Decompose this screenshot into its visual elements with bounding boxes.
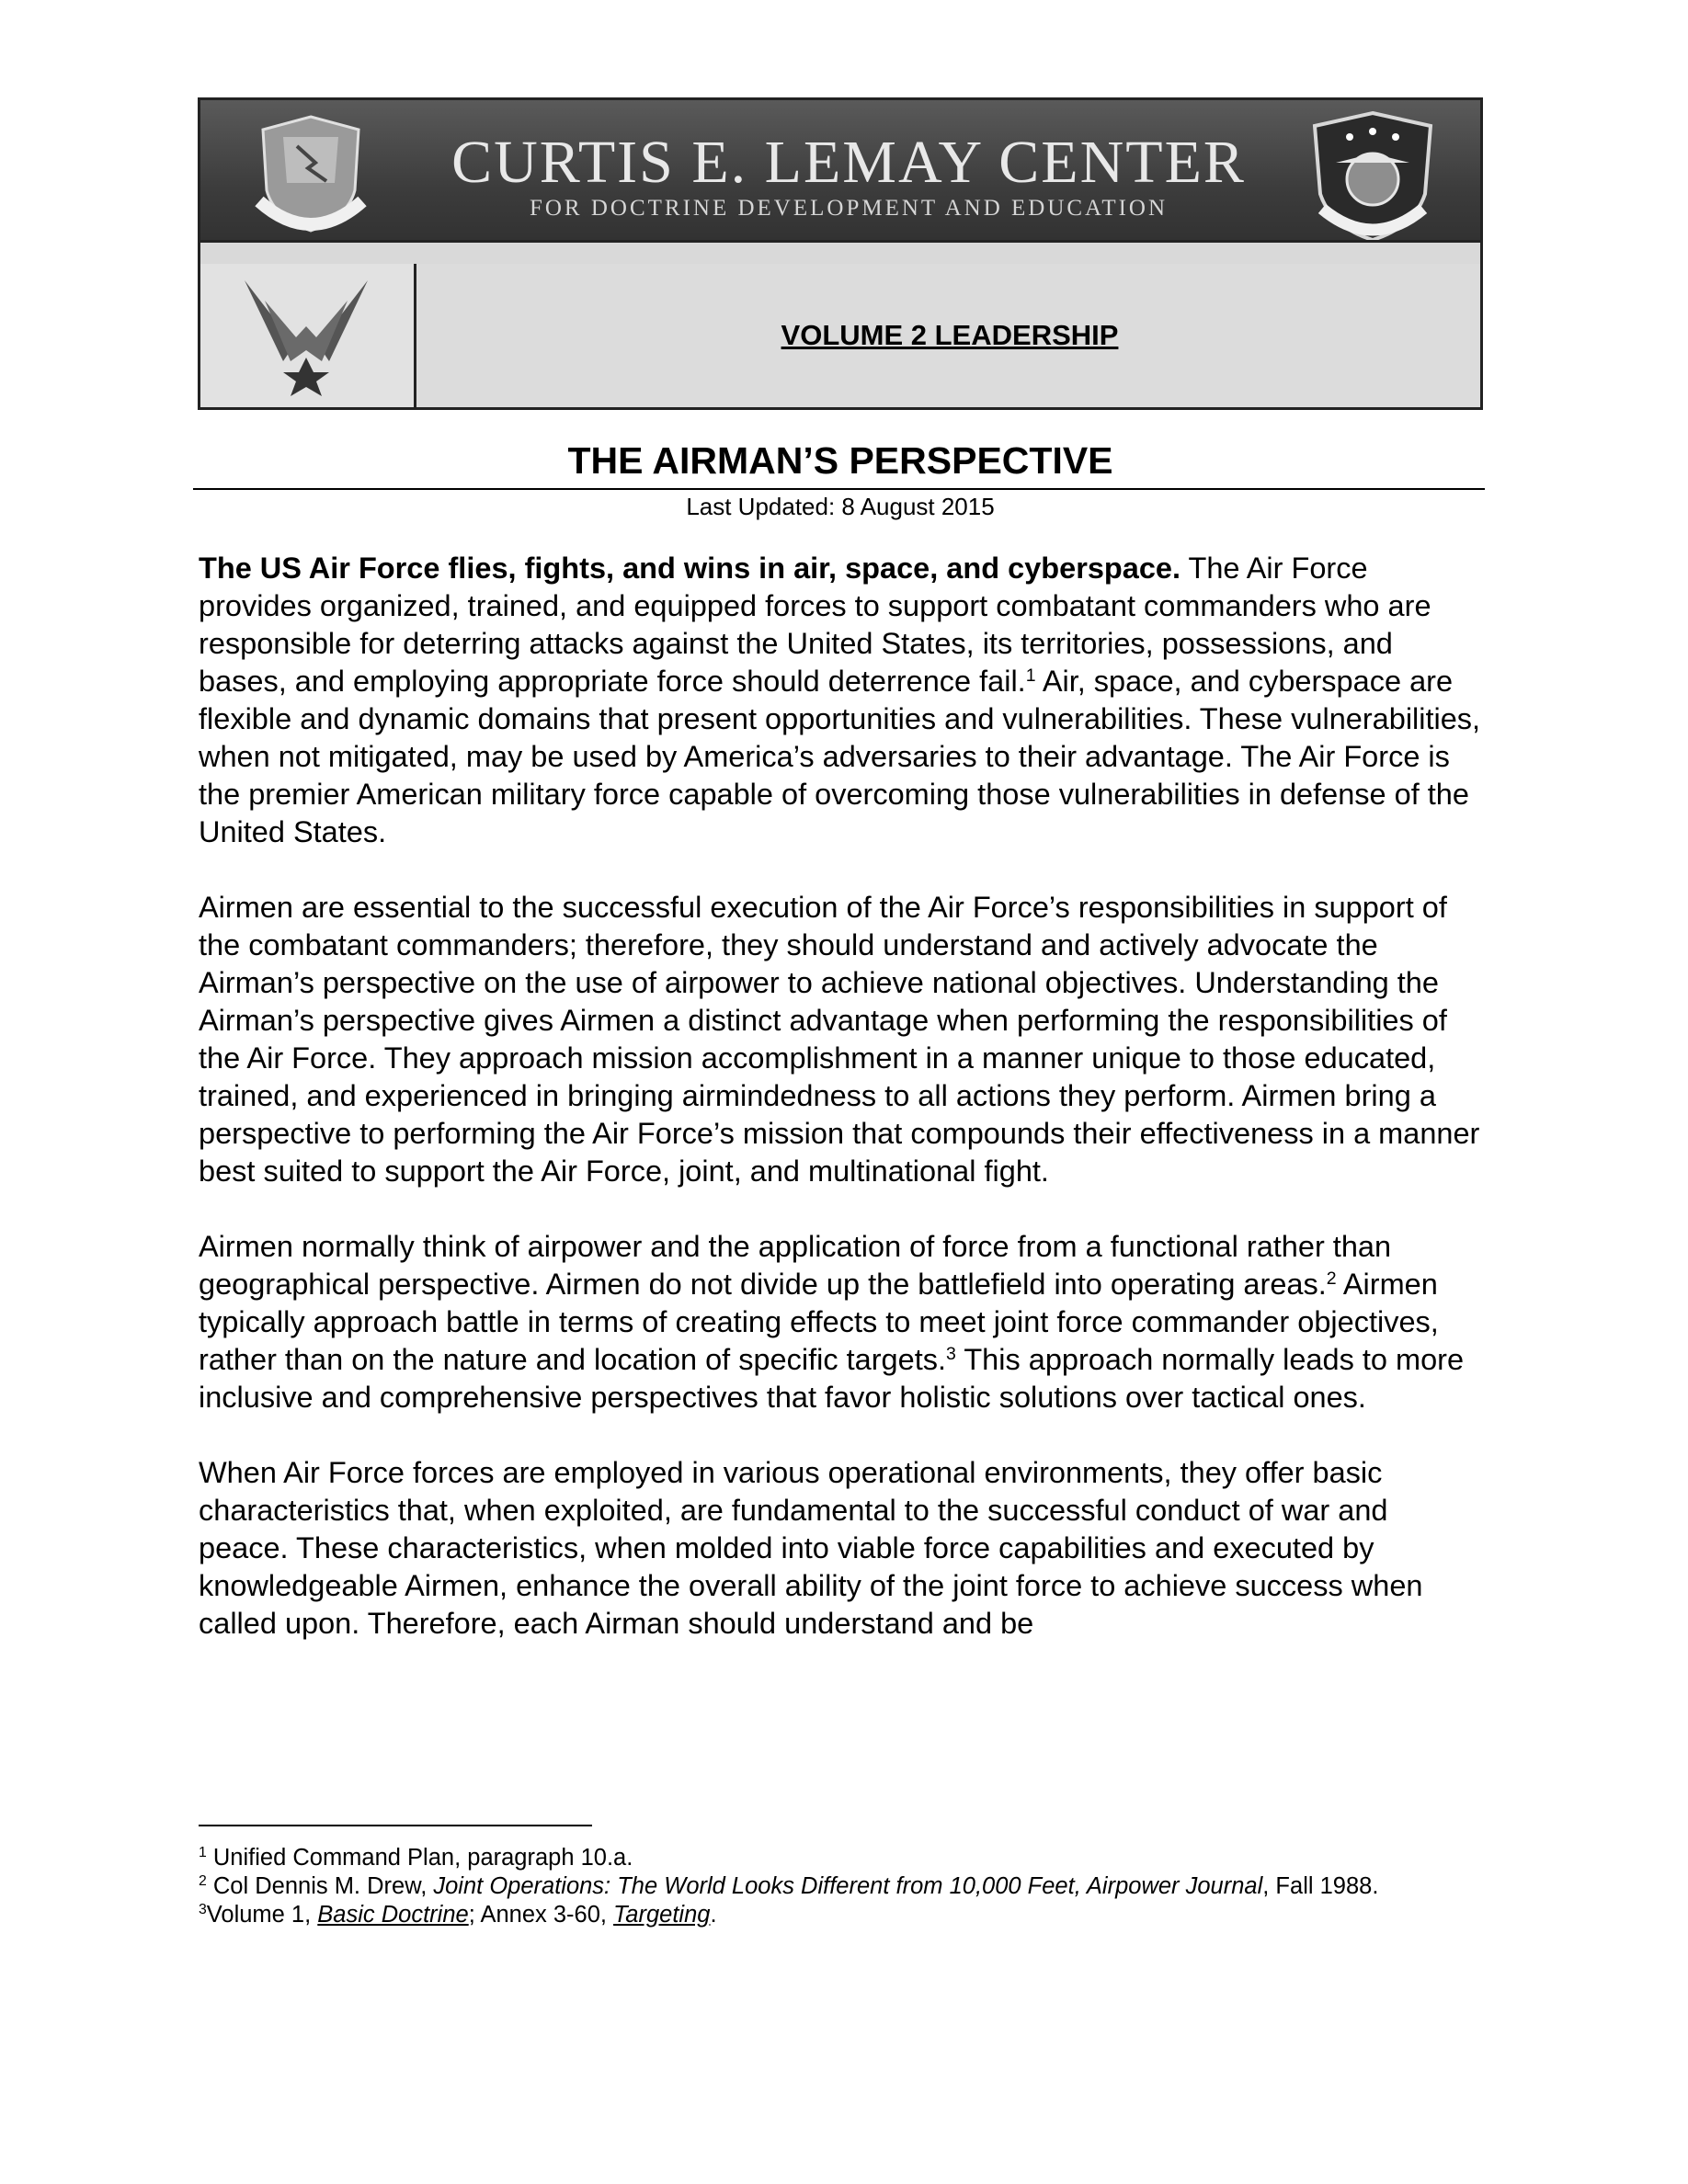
volume-title-cell bbox=[416, 264, 1483, 407]
footnote-3-text-c: . bbox=[710, 1902, 717, 1928]
footnote-2 bbox=[199, 1872, 1486, 1901]
footnote-1-text: Unified Command Plan, paragraph 10.a. bbox=[206, 1845, 633, 1871]
basic-doctrine-link[interactable]: Basic Doctrine bbox=[317, 1902, 469, 1928]
footnote-ref-3[interactable]: 3 bbox=[946, 1344, 956, 1365]
footnote-3-number: 3 bbox=[199, 1902, 207, 1918]
footnote-2-text-b: , Fall 1988. bbox=[1262, 1873, 1379, 1899]
doctrine-header bbox=[198, 97, 1483, 410]
footnote-1-number: 1 bbox=[199, 1845, 207, 1861]
document-body bbox=[199, 550, 1486, 1680]
footnote-3-text-b: ; Annex 3-60, bbox=[468, 1902, 614, 1928]
paragraph-1-text-b: Air, space, and cyberspace are flexible and dynamic domains that present opportunities and vulnerabilities. These vulnerabilities, when not mitigated, may be used by America’s adversaries to their advantage. The Air Force is the premier American military force capable of overcoming those vulnerabilities in defense of the United States. bbox=[199, 665, 1481, 848]
paragraph-3-text-a: Airmen normally think of airpower and the application of force from a functional rather than geographical perspective. Airmen do not divide up the battlefield into operating areas. bbox=[199, 1230, 1392, 1301]
volume-title: VOLUME 2 LEADERSHIP bbox=[781, 319, 1119, 351]
paragraph-4: When Air Force forces are employed in various operational environments, they offer basic characteristics that, when exploited, are fundamental to the successful conduct of war and peace. These characteristics, when molded into viable force capabilities and executed by knowledgeable Airmen, enhance the overall ability of the joint force to achieve success when called upon. Therefore, each Airman should understand and be bbox=[199, 1456, 1423, 1640]
paragraph-1 bbox=[199, 550, 1486, 851]
footnote-ref-1[interactable]: 1 bbox=[1025, 665, 1036, 687]
footnote-3-text-a: Volume 1, bbox=[206, 1902, 318, 1928]
lemay-center-banner bbox=[200, 100, 1480, 264]
volume-row bbox=[200, 264, 1480, 407]
air-force-symbol-icon bbox=[237, 273, 375, 398]
banner-divider bbox=[200, 240, 1480, 264]
targeting-link[interactable]: Targeting bbox=[613, 1902, 711, 1928]
footnote-ref-2[interactable]: 2 bbox=[1326, 1268, 1337, 1290]
footnote-2-text-a: Col Dennis M. Drew, bbox=[206, 1873, 434, 1899]
paragraph-3-text-c: This approach normally leads to more inclusive and comprehensive perspectives that favor holistic solutions over tactical ones. bbox=[199, 1343, 1465, 1414]
paragraph-1-lead: The US Air Force flies, fights, and wins in air, space, and cyberspace. bbox=[199, 552, 1181, 585]
footnote-divider bbox=[199, 1825, 592, 1826]
footnote-1 bbox=[199, 1844, 1486, 1872]
paragraph-3-text-b: Airmen typically approach battle in terms of creating effects to meet joint force commander objectives, rather than on the nature and location of specific targets. bbox=[199, 1268, 1439, 1376]
paragraph-1-text-a: The Air Force provides organized, trained, and equipped forces to support combatant commanders who are responsible for deterring attacks against the United States, its territories, possessions, and bases, and employing appropriate force should deterrence fail. bbox=[199, 552, 1431, 698]
footnote-2-title: Joint Operations: The World Looks Different from 10,000 Feet, Airpower Journal bbox=[433, 1873, 1263, 1899]
title-divider bbox=[193, 488, 1485, 490]
document-title: THE AIRMAN’S PERSPECTIVE bbox=[567, 439, 1113, 482]
last-updated: Last Updated: 8 August 2015 bbox=[686, 493, 995, 520]
banner-title: CURTIS E. LEMAY CENTER bbox=[451, 129, 1246, 196]
air-force-logo-cell bbox=[200, 264, 416, 407]
paragraph-2: Airmen are essential to the successful execution of the Air Force’s responsibilities in support of the combatant commanders; therefore, they should understand and actively advocate the Airman’s perspective on the use of airpower to achieve national objectives. Understanding the Airman’s perspective gives Airmen a distinct advantage when performing the responsibilities of the Air Force. They approach mission accomplishment in a manner unique to those educated, trained, and experienced in bringing airmindedness to all actions they perform. Airmen bring a perspective to performing the Air Force’s mission that compounds their effectiveness in a manner best suited to support the Air Force, joint, and multinational fight. bbox=[199, 891, 1480, 1188]
footnote-3 bbox=[199, 1901, 1486, 1929]
footnotes bbox=[199, 1844, 1486, 1929]
footnote-2-number: 2 bbox=[199, 1873, 207, 1890]
banner-subtitle: FOR DOCTRINE DEVELOPMENT AND EDUCATION bbox=[529, 196, 1169, 221]
lemay-center-seal-icon bbox=[1304, 108, 1442, 245]
paragraph-3 bbox=[199, 1228, 1486, 1416]
air-university-seal-icon bbox=[246, 109, 375, 238]
